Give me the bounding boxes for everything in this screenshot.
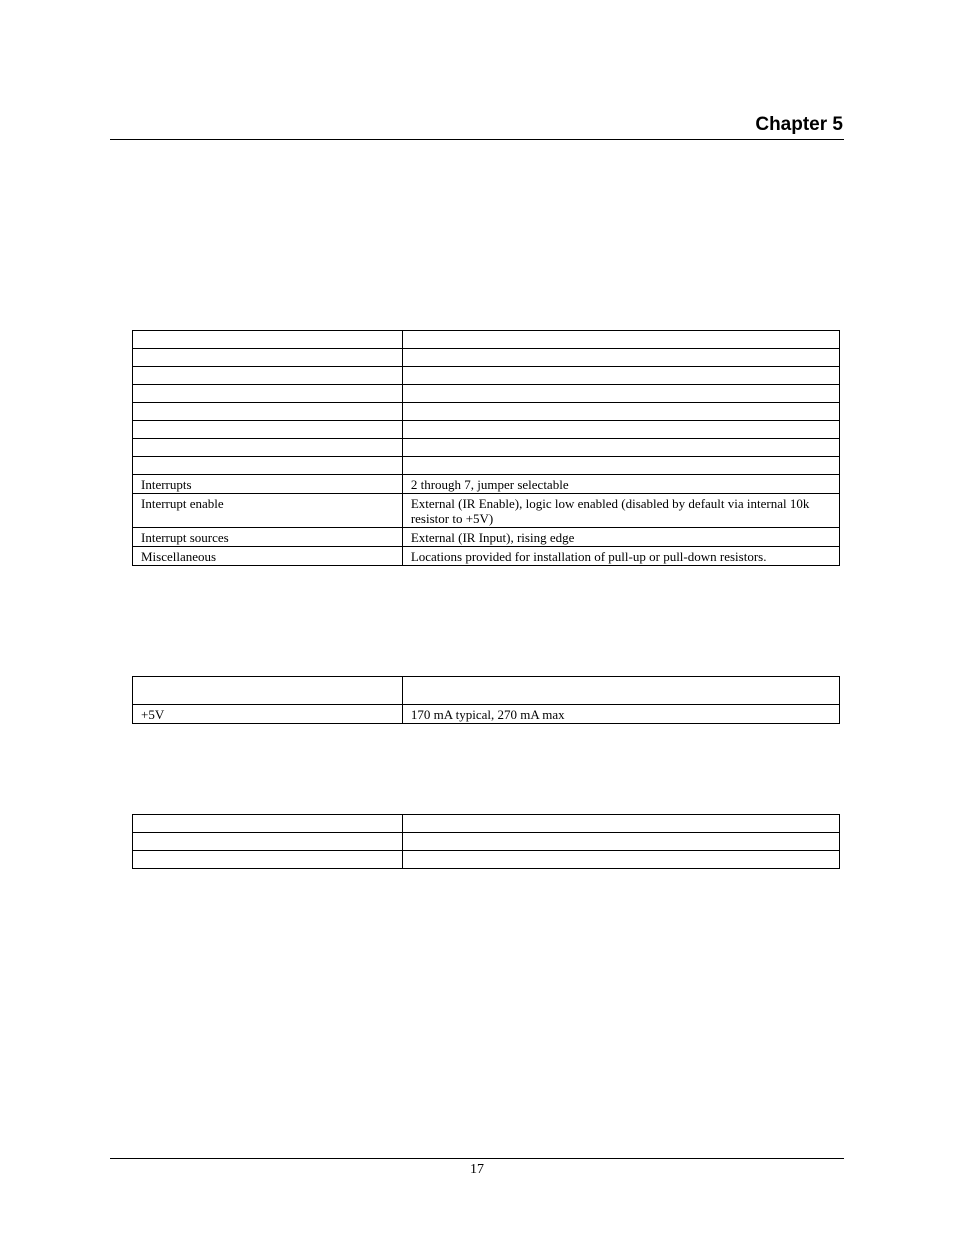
table-row — [133, 421, 840, 439]
table-row — [133, 475, 840, 494]
footer-rule — [110, 1158, 844, 1159]
table-cell — [133, 457, 403, 475]
table-cell — [133, 851, 403, 869]
power-value-5v: 170 mA typical, 270 mA max — [402, 705, 839, 724]
table-row — [133, 494, 840, 528]
table-cell — [402, 457, 839, 475]
table-row — [133, 457, 840, 475]
table-row — [133, 385, 840, 403]
table-row — [133, 528, 840, 547]
table-cell — [133, 815, 403, 833]
table-row — [133, 403, 840, 421]
table-cell — [133, 403, 403, 421]
header-rule — [110, 139, 844, 140]
table-cell — [402, 677, 839, 705]
table-cell — [402, 815, 839, 833]
spec-value-miscellaneous: Locations provided for installation of pull-up or pull-down resistors. — [402, 547, 839, 566]
table-cell — [133, 833, 403, 851]
table-cell — [133, 677, 403, 705]
table-row — [133, 833, 840, 851]
power-label-5v: +5V — [133, 705, 403, 724]
table-row — [133, 547, 840, 566]
chapter-title: Chapter 5 — [755, 114, 843, 135]
table-cell — [402, 421, 839, 439]
spec-label-miscellaneous: Miscellaneous — [133, 547, 403, 566]
table-cell — [402, 385, 839, 403]
table-cell — [402, 833, 839, 851]
table-cell — [402, 367, 839, 385]
spec-label-interrupt-sources: Interrupt sources — [133, 528, 403, 547]
power-requirements-table — [132, 676, 840, 724]
table-cell — [133, 421, 403, 439]
table-row — [133, 439, 840, 457]
page-number: 17 — [470, 1162, 484, 1177]
spec-value-interrupt-enable: External (IR Enable), logic low enabled (disabled by default via internal 10k resistor to +5V) — [402, 494, 839, 528]
table-row — [133, 705, 840, 724]
spec-label-interrupts: Interrupts — [133, 475, 403, 494]
table-cell — [402, 331, 839, 349]
table-cell — [133, 367, 403, 385]
table-row — [133, 331, 840, 349]
table-cell — [402, 349, 839, 367]
table-cell — [133, 439, 403, 457]
table-cell — [402, 439, 839, 457]
spec-value-interrupt-sources: External (IR Input), rising edge — [402, 528, 839, 547]
table-cell — [402, 403, 839, 421]
table-cell — [133, 385, 403, 403]
general-specifications-table — [132, 330, 840, 566]
table-cell — [133, 349, 403, 367]
table-cell — [402, 851, 839, 869]
table-row — [133, 349, 840, 367]
environmental-table — [132, 814, 840, 869]
table-row — [133, 851, 840, 869]
table-row — [133, 367, 840, 385]
spec-label-interrupt-enable: Interrupt enable — [133, 494, 403, 528]
table-row — [133, 677, 840, 705]
spec-value-interrupts: 2 through 7, jumper selectable — [402, 475, 839, 494]
table-row — [133, 815, 840, 833]
table-cell — [133, 331, 403, 349]
